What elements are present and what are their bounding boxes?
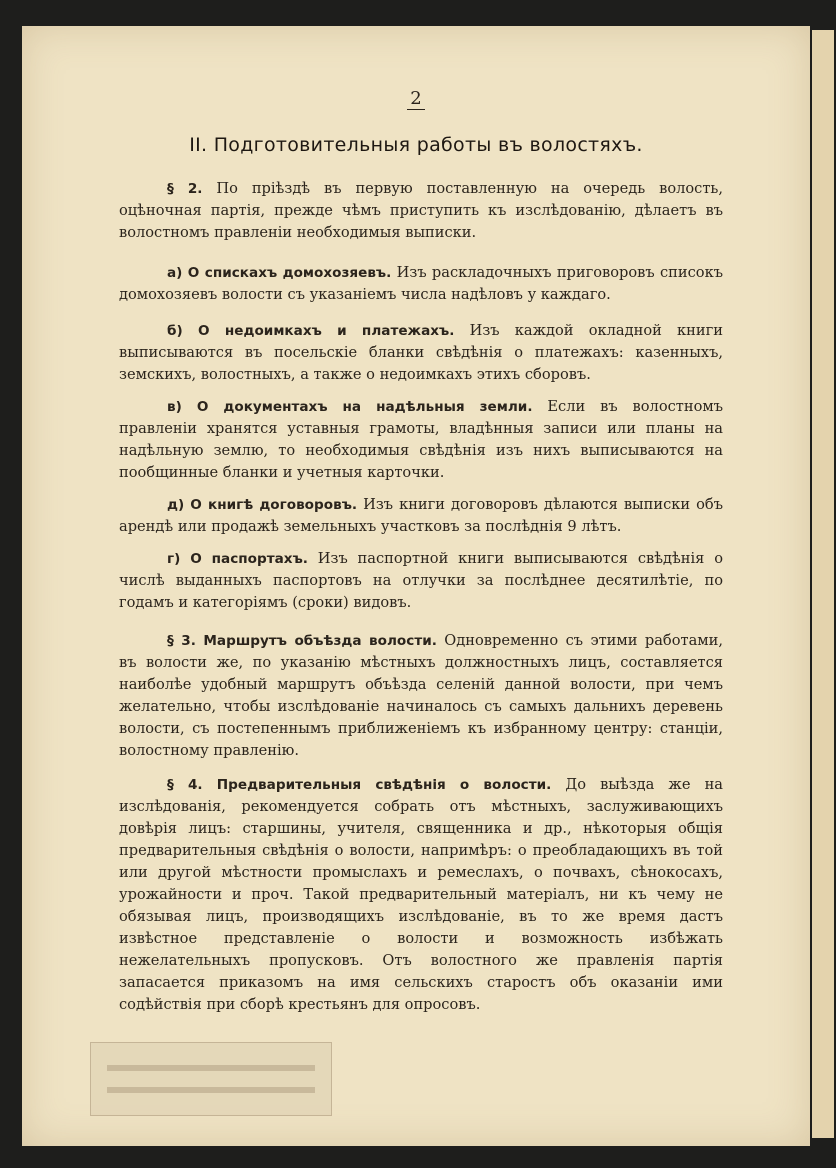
page-number: 2 <box>22 88 810 109</box>
paragraph-section-3 <box>119 630 723 762</box>
paragraph-text: Если въ волостномъ правленіи хранятся уставныя грамоты, владѣнныя записи или планы на надѣльную землю, то необходимыя свѣдѣнія изъ нихъ выписываются на пообщинные бланки и учетныя карточки. <box>119 398 724 481</box>
paragraph-text: Изъ раскладочныхъ приговоровъ списокъ домохозяевъ волости съ указаніемъ числа надѣловъ у каждаго. <box>119 264 724 303</box>
paragraph-lead: г) О паспортахъ. <box>167 551 308 567</box>
adjacent-page-edge <box>812 30 834 1138</box>
document-page <box>22 26 810 1146</box>
paragraph-item-g <box>119 548 723 614</box>
paragraph-text: До выѣзда же на изслѣдованія, рекомендуется собрать отъ мѣстныхъ, заслуживающихъ довѣрія лицъ: старшины, учителя, священника и др., нѣкоторыя общія предварительныя свѣдѣнія о волости, напримѣръ: о преобладающихъ въ той или другой мѣстности промыслахъ и ремеслахъ, о почвахъ, сѣнокосахъ, урожайности и проч. Такой предварительный матеріалъ, ни къ чему не обязывая лицъ, производящихъ изслѣдованіе, въ то же время дастъ извѣстное представленіе о волости и возможность избѣжать нежелательныхъ пропусковъ. Отъ волостного же правленія партія запасается приказомъ на имя сельскихъ старостъ объ оказаніи ими содѣйствія при сборѣ крестьянъ для опросовъ. <box>119 776 723 1013</box>
paragraph-lead: в) О документахъ на надѣльныя земли. <box>167 399 533 415</box>
paragraph-text: Изъ паспортной книги выписываются свѣдѣнія о числѣ выданныхъ паспортовъ на отлучки за послѣднее десятилѣтіе, по годамъ и категоріямъ (сроки) видовъ. <box>119 550 723 611</box>
paragraph-lead: § 2. <box>167 181 203 197</box>
paragraph-lead: § 4. Предварительныя свѣдѣнія о волости. <box>167 777 552 793</box>
paragraph-item-b <box>119 320 723 386</box>
paragraph-section-2 <box>119 178 723 244</box>
section-heading: II. Подготовительныя работы въ волостяхъ. <box>189 134 643 156</box>
library-stamp <box>90 1042 332 1116</box>
paragraph-section-4 <box>119 774 723 1016</box>
paragraph-text: Изъ каждой окладной книги выписываются въ посельскіе бланки свѣдѣнія о платежахъ: казенныхъ, земскихъ, волостныхъ, а также о недоимкахъ этихъ сборовъ. <box>119 322 723 383</box>
paragraph-item-a <box>119 262 723 306</box>
paragraph-text: Одновременно съ этими работами, въ волости же, по указанію мѣстныхъ должностныхъ лицъ, составляется наиболѣе удобный маршрутъ объѣзда селеній данной волости, при чемъ желательно, чтобы изслѣдованіе начиналось съ самыхъ дальнихъ деревень волости, съ постепеннымъ приближеніемъ къ избранному центру: станціи, волостному правленію. <box>119 632 723 759</box>
paragraph-lead: б) О недоимкахъ и платежахъ. <box>167 323 455 339</box>
paragraph-item-v <box>119 396 723 484</box>
paragraph-text: Изъ книги договоровъ дѣлаются выписки объ арендѣ или продажѣ земельныхъ участковъ за послѣднія 9 лѣтъ. <box>119 496 723 535</box>
paragraph-lead: § 3. Маршрутъ объѣзда волости. <box>167 633 437 649</box>
paragraph-lead: д) О книгѣ договоровъ. <box>167 497 358 513</box>
paragraph-lead: а) О спискахъ домохозяевъ. <box>167 265 392 281</box>
paragraph-text: По прiѣздѣ въ первую поставленную на очередь волость, оцѣночная партія, прежде чѣмъ приступить къ изслѣдованію, дѣлаетъ въ волостномъ правленіи необходимыя выписки. <box>119 180 724 241</box>
paragraph-item-d <box>119 494 723 538</box>
